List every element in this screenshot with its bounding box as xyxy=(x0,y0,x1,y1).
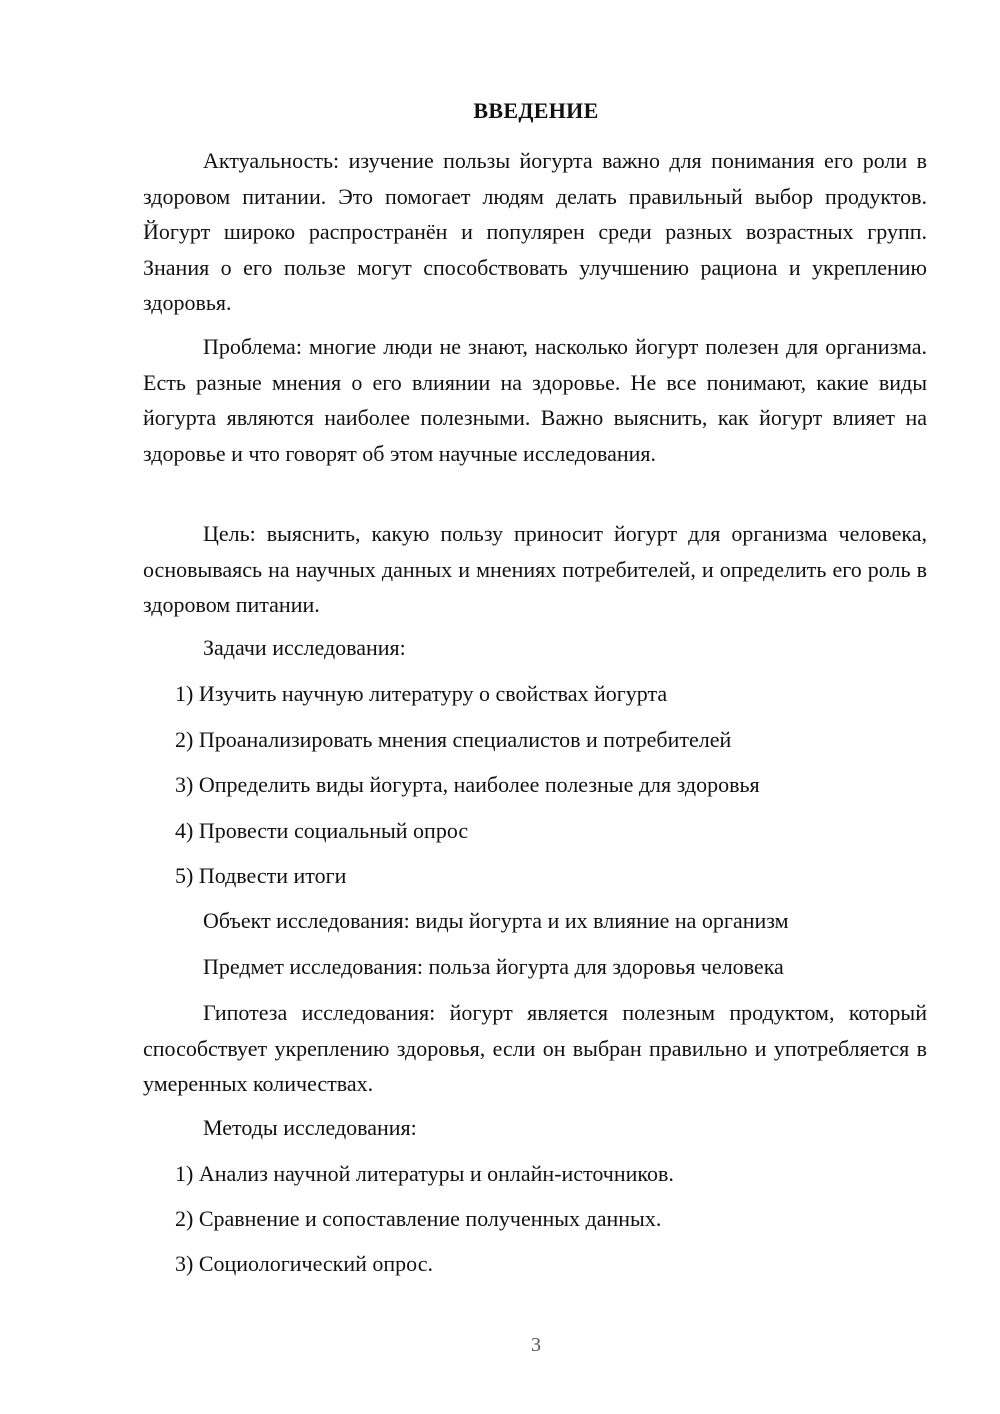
page-number: 3 xyxy=(531,1334,541,1356)
task-item-3: 3) Определить виды йогурта, наиболее полезные для здоровья xyxy=(175,772,760,797)
goal-paragraph: Цель: выяснить, какую пользу приносит йогурт для организма человека, основываясь на научных данных и мнениях потребителей, и определить его роль в здоровом питании. xyxy=(143,521,927,618)
tasks-label: Задачи исследования: xyxy=(203,635,406,660)
research-object: Объект исследования: виды йогурта и их влияние на организм xyxy=(203,908,789,933)
task-item-1: 1) Изучить научную литературу о свойствах йогурта xyxy=(175,681,668,706)
page-title: ВВЕДЕНИЕ xyxy=(473,98,599,123)
methods-label: Методы исследования: xyxy=(203,1115,417,1140)
method-item-2: 2) Сравнение и сопоставление полученных данных. xyxy=(175,1206,662,1231)
relevance-paragraph: Актуальность: изучение пользы йогурта важно для понимания его роли в здоровом питании. Это помогает людям делать правильный выбор продуктов. Йогурт широко распространён и популярен среди разных возрастных групп. Знания о его пользе могут способствовать улучшению рациона и укреплению здоровья. xyxy=(143,148,927,316)
task-item-2: 2) Проанализировать мнения специалистов и потребителей xyxy=(175,727,732,752)
task-item-5: 5) Подвести итоги xyxy=(175,863,347,888)
method-item-3: 3) Социологический опрос. xyxy=(175,1251,433,1276)
hypothesis-paragraph: Гипотеза исследования: йогурт является полезным продуктом, который способствует укреплению здоровья, если он выбран правильно и употребляется в умеренных количествах. xyxy=(143,1000,927,1097)
problem-paragraph: Проблема: многие люди не знают, насколько йогурт полезен для организма. Есть разные мнения о его влиянии на здоровье. Не все понимают, какие виды йогурта являются наиболее полезными. Важно выяснить, как йогурт влияет на здоровье и что говорят об этом научные исследования. xyxy=(143,334,927,466)
task-item-4: 4) Провести социальный опрос xyxy=(175,818,469,843)
research-subject: Предмет исследования: польза йогурта для здоровья человека xyxy=(203,954,784,979)
method-item-1: 1) Анализ научной литературы и онлайн-источников. xyxy=(175,1161,674,1186)
